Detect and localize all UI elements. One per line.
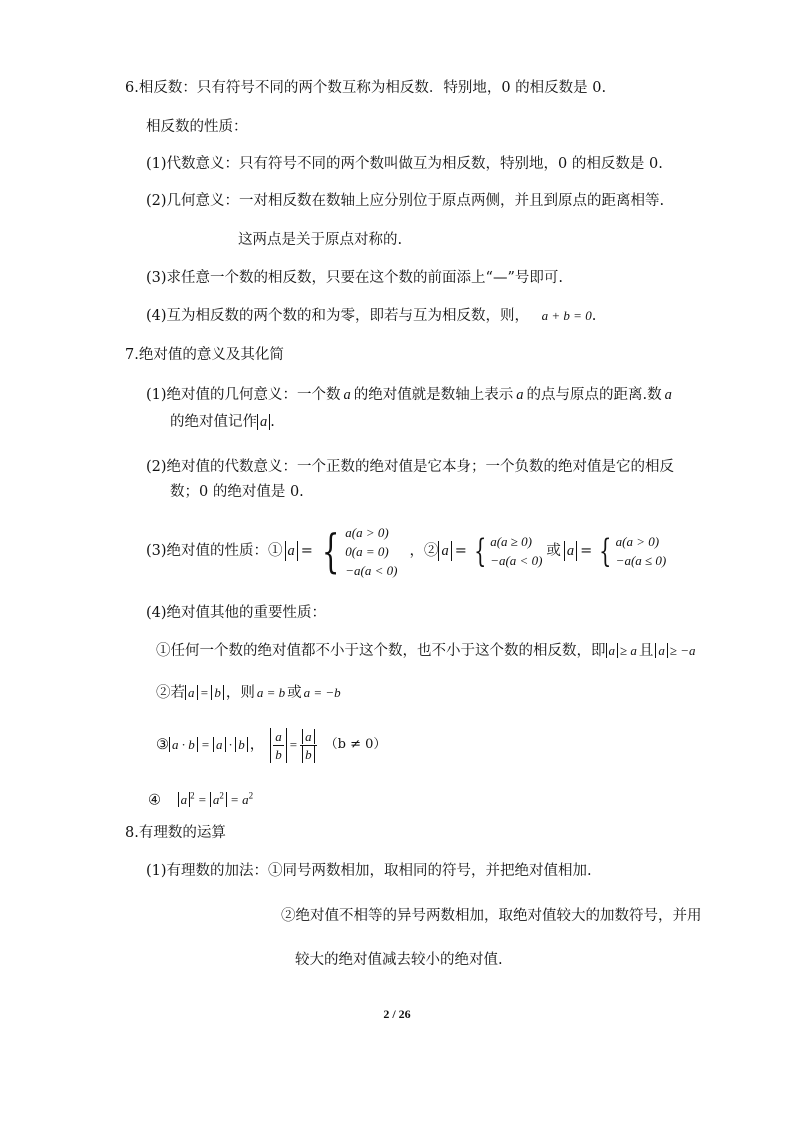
abs-cases-1: { a(a > 0) 0(a = 0) −a(a < 0) (321, 524, 398, 578)
section-6-item-3: (3)求任意一个数的相反数，只要在这个数的前面添上“—”号即可. (146, 270, 563, 286)
eq-a-neg-b: a = −b (303, 685, 341, 700)
or-word: 或 (287, 685, 302, 701)
abs-a: a (285, 541, 298, 561)
section-7-item-1-cont: 的绝对值记作 a . (170, 414, 275, 430)
var-a: a (343, 387, 351, 403)
section-7-item-3-label: (3)绝对值的性质：① (146, 543, 283, 559)
abs-a: a (438, 541, 451, 561)
case-negative: −a(a < 0) (490, 553, 543, 568)
abs-a: a (564, 541, 577, 561)
abs-b: b (211, 685, 224, 700)
nonzero-condition: （b ≠ 0） (324, 737, 387, 752)
section-7-item-3-mid: ，② (409, 543, 439, 559)
section-7-item-2: (2)绝对值的代数意义：一个正数的绝对值是它本身；一个负数的绝对值是它的相反 (146, 459, 675, 475)
abs-a: a (655, 643, 668, 658)
section-6-item-1: (1)代数意义：只有符号不同的两个数叫做互为相反数，特别地，0 的相反数是 0. (146, 156, 663, 172)
section-6-item-4 (146, 306, 596, 326)
abs-a-notation: a (257, 414, 270, 430)
and-word: 且 (638, 643, 654, 659)
product-abs-formula: a · b = a · b (169, 735, 248, 755)
sum-zero-formula: a + b = 0 (541, 308, 592, 323)
section-8-item-1-rule-2: ②绝对值不相等的异号两数相加，取绝对值较大的加数符号，并用 (281, 908, 702, 924)
section-7-item-1 (146, 385, 672, 405)
section-8-item-1: (1)有理数的加法：①同号两数相加，取相同的符号，并把绝对值相加. (146, 863, 592, 879)
quotient-abs-left: $\frac{a}{b}$ (270, 728, 287, 763)
abs-a: a (606, 643, 619, 658)
section-6-item-4-end: . (591, 308, 597, 324)
case-nonneg: a(a ≥ 0) (490, 534, 532, 549)
page-number: 2 / 26 (383, 1007, 411, 1021)
abs-cases-3: { a(a > 0) −a(a ≤ 0) (599, 532, 667, 570)
section-7-item-1-text-b: 的绝对值就是数轴上表示 (353, 387, 514, 403)
var-a: a (664, 387, 672, 403)
section-7-item-1-line2: 的绝对值记作 (170, 414, 257, 430)
case-negative: −a(a < 0) (345, 562, 398, 578)
section-6-props-title: 相反数的性质： (146, 119, 248, 135)
ineq-1: ≥ a (620, 643, 637, 658)
abs-property-2-label: ②若 (156, 685, 185, 701)
square-abs-formula: a $^2 = a^2 = a^2$ (178, 792, 254, 807)
abs-property-4-label: ④ (148, 792, 161, 809)
eq-a-b: a = b (256, 685, 286, 700)
abs-a: a (185, 685, 198, 700)
abs-property-3: ③ a · b = a · b ， $\frac{a}{b}$ = $\frac{a}{b}$ （b ≠ 0） (156, 728, 387, 762)
quotient-abs-right: $\frac{a}{b}$ (300, 728, 317, 763)
section-8-item-1-rule-2-cont: 较大的绝对值减去较小的绝对值. (295, 952, 503, 968)
case-positive: a(a > 0) (615, 534, 660, 549)
var-a: a (516, 387, 524, 403)
section-6-item-4-text: (4)互为相反数的两个数的和为零，即若与互为相反数，则， (146, 308, 530, 324)
section-6-heading: 6.相反数：只有符号不同的两个数互称为相反数．特别地，0 的相反数是 0. (125, 80, 607, 96)
abs-property-2 (156, 683, 341, 703)
abs-property-1 (156, 641, 696, 661)
case-zero: 0(a = 0) (345, 543, 389, 559)
case-nonpos: −a(a ≤ 0) (615, 553, 667, 568)
abs-property-4 (148, 786, 253, 810)
equals-sign: = (197, 685, 212, 700)
abs-cases-2: { a(a ≥ 0) −a(a < 0) (473, 532, 543, 570)
then-word: ，则 (225, 685, 255, 701)
section-7-item-2-cont: 数；0 的绝对值是 0. (170, 484, 304, 500)
section-6-item-2: (2)几何意义：一对相反数在数轴上应分别位于原点两侧，并且到原点的距离相等. (146, 193, 665, 209)
section-7-item-3: (3)绝对值的性质：① a = { a(a > 0) 0(a = 0) −a(a < 0) ，② a = { a(a ≥ 0) −a(a < 0) 或 a = { a(a > 0) −a(a ≤ 0) (146, 524, 667, 578)
section-7-heading: 7.绝对值的意义及其化简 (125, 347, 284, 363)
or-word: 或 (546, 543, 561, 559)
section-7-item-1-text-a: (1)绝对值的几何意义：一个数 (146, 387, 341, 403)
abs-property-1-text: ①任何一个数的绝对值都不小于这个数，也不小于这个数的相反数，即 (156, 643, 606, 659)
section-8-heading: 8.有理数的运算 (125, 825, 226, 841)
case-positive: a(a > 0) (345, 524, 389, 540)
abs-property-3-label: ③ (156, 737, 169, 753)
section-7-item-1-text-c: 的点与原点的距离.数 (526, 387, 662, 403)
section-6-item-2-cont: 这两点是关于原点对称的. (238, 232, 403, 248)
ineq-2: ≥ −a (669, 643, 696, 658)
section-7-item-4-title: (4)绝对值其他的重要性质： (146, 605, 327, 621)
